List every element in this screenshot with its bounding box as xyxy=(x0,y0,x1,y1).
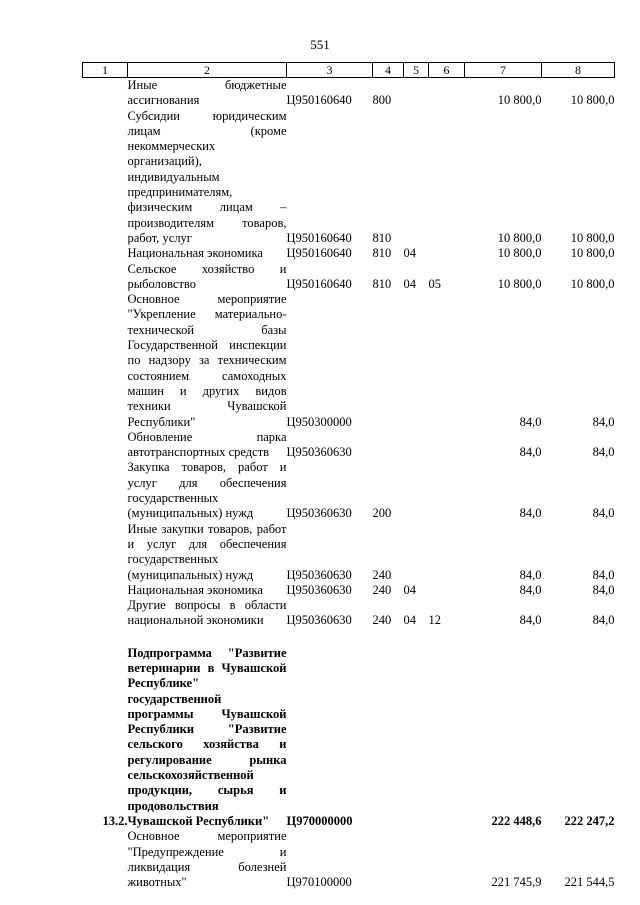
row-col-7: 84,0 xyxy=(519,582,542,597)
row-name: Национальная экономика xyxy=(127,246,263,261)
row-col-4 xyxy=(373,292,404,430)
row-index xyxy=(83,246,128,261)
row-col-5 xyxy=(404,646,429,830)
column-header-3: 3 xyxy=(287,63,373,78)
row-index: 13.2. xyxy=(102,813,128,828)
row-col-8: 84,0 xyxy=(592,613,615,628)
row-col-6 xyxy=(429,646,465,830)
row-col-8: 221 544,5 xyxy=(564,875,615,890)
row-index xyxy=(83,292,128,430)
row-col-5 xyxy=(404,109,429,247)
row-name: Обновление парка автотранспортных средств xyxy=(127,429,287,460)
row-col-7: 84,0 xyxy=(519,445,542,460)
row-col-8: 84,0 xyxy=(592,567,615,582)
row-name: Другие вопросы в области национальной экономики xyxy=(127,598,287,628)
table-header-row xyxy=(83,63,615,78)
row-index xyxy=(83,583,128,598)
row-code: Ц950360630 xyxy=(286,506,352,521)
row-col-5: 04 xyxy=(403,582,416,597)
row-code: Ц950360630 xyxy=(286,567,352,582)
row-col-6 xyxy=(429,78,465,109)
row-col-7: 10 800,0 xyxy=(497,276,542,291)
budget-table xyxy=(82,62,615,890)
row-col-6 xyxy=(429,583,465,598)
row-col-8: 222 247,2 xyxy=(564,813,615,828)
row-col-8: 10 800,0 xyxy=(570,230,615,245)
row-col-8: 10 800,0 xyxy=(570,276,615,291)
row-col-6 xyxy=(429,292,465,430)
row-col-4: 240 xyxy=(372,567,392,582)
row-col-7: 84,0 xyxy=(519,567,542,582)
row-col-7: 84,0 xyxy=(519,613,542,628)
row-col-7: 10 800,0 xyxy=(497,230,542,245)
row-col-8: 84,0 xyxy=(592,414,615,429)
row-col-6 xyxy=(429,109,465,247)
row-index xyxy=(83,522,128,583)
row-code: Ц950160640 xyxy=(286,276,352,291)
row-name: Иные бюджетные ассигнования xyxy=(127,78,287,108)
row-col-8: 10 800,0 xyxy=(570,93,615,108)
row-col-4: 200 xyxy=(372,506,392,521)
row-col-5 xyxy=(404,78,429,109)
row-col-4 xyxy=(373,829,404,890)
table-row xyxy=(83,522,615,583)
row-index xyxy=(83,262,128,293)
row-col-4: 240 xyxy=(372,613,392,628)
row-col-4 xyxy=(373,430,404,461)
row-name: Сельское хозяйство и рыболовство xyxy=(127,261,287,291)
table-row xyxy=(83,646,615,830)
page-number: 551 xyxy=(310,37,330,52)
row-col-5: 04 xyxy=(403,613,416,628)
row-code: Ц970100000 xyxy=(286,875,352,890)
row-code: Ц950160640 xyxy=(286,230,352,245)
row-col-5 xyxy=(404,292,429,430)
row-name: Основное мероприятие "Укрепление материально-технической базы Государственной инспекции по надзору за техническим состоянием самоходных машин и других видов техники Чувашской Республики" xyxy=(127,292,287,429)
row-col-6 xyxy=(429,460,465,521)
row-col-7: 84,0 xyxy=(519,506,542,521)
row-col-6 xyxy=(429,522,465,583)
column-header-5: 5 xyxy=(404,63,429,78)
table-row xyxy=(83,292,615,430)
column-header-1: 1 xyxy=(83,63,128,78)
column-header-2: 2 xyxy=(128,63,287,78)
row-index xyxy=(83,109,128,247)
row-name: Подпрограмма "Развитие ветеринарии в Чувашской Республике" государственной программы Чувашской Республики "Развитие сельского хозяйства и регулирование рынка сельскохозяйственной продукции, сырья и продовольствия Чувашской Республики" xyxy=(127,645,287,828)
row-col-4: 240 xyxy=(372,582,392,597)
table-row xyxy=(83,583,615,598)
table-row xyxy=(83,109,615,247)
row-col-5 xyxy=(404,460,429,521)
row-col-7: 84,0 xyxy=(519,414,542,429)
row-col-8: 10 800,0 xyxy=(570,246,615,261)
row-col-5: 04 xyxy=(403,276,416,291)
row-code: Ц950160640 xyxy=(286,246,352,261)
column-header-4: 4 xyxy=(373,63,404,78)
table-row xyxy=(83,246,615,261)
row-col-7: 10 800,0 xyxy=(497,246,542,261)
row-col-5 xyxy=(404,829,429,890)
row-col-8: 84,0 xyxy=(592,506,615,521)
row-col-4: 810 xyxy=(372,276,392,291)
table-row xyxy=(83,262,615,293)
row-col-7: 221 745,9 xyxy=(491,875,542,890)
table-row xyxy=(83,598,615,629)
row-col-7: 222 448,6 xyxy=(491,813,542,828)
row-col-4: 800 xyxy=(372,93,392,108)
row-code: Ц950360630 xyxy=(286,613,352,628)
row-index xyxy=(83,78,128,109)
row-code: Ц950360630 xyxy=(286,445,352,460)
row-col-5 xyxy=(404,522,429,583)
table-row xyxy=(83,460,615,521)
column-header-6: 6 xyxy=(429,63,465,78)
row-name: Иные закупки товаров, работ и услуг для обеспечения государственных (муниципальных) нужд xyxy=(127,521,287,582)
row-index xyxy=(83,460,128,521)
row-col-6 xyxy=(429,829,465,890)
row-col-6: 05 xyxy=(428,276,441,291)
row-name: Субсидии юридическим лицам (кроме некоммерческих организаций), индивидуальным предпринимателям, физическим лицам – производителям товаров, работ, услуг xyxy=(127,108,287,245)
row-col-5: 04 xyxy=(403,246,416,261)
row-col-8: 84,0 xyxy=(592,445,615,460)
table-row xyxy=(83,78,615,109)
row-col-5 xyxy=(404,430,429,461)
table-row xyxy=(83,430,615,461)
row-col-6 xyxy=(429,246,465,261)
column-header-7: 7 xyxy=(465,63,542,78)
row-index xyxy=(83,430,128,461)
row-col-8: 84,0 xyxy=(592,582,615,597)
row-index xyxy=(83,829,128,890)
row-index xyxy=(83,598,128,629)
row-col-4: 810 xyxy=(372,230,392,245)
column-header-8: 8 xyxy=(542,63,615,78)
row-col-7: 10 800,0 xyxy=(497,93,542,108)
row-spacer xyxy=(83,629,615,646)
row-name: Закупка товаров, работ и услуг для обеспечения государственных (муниципальных) нужд xyxy=(127,460,287,521)
row-code: Ц950300000 xyxy=(286,414,352,429)
row-code: Ц970000000 xyxy=(286,813,353,828)
row-col-6 xyxy=(429,430,465,461)
row-name: Основное мероприятие "Предупреждение и ликвидация болезней животных" xyxy=(127,829,287,890)
row-col-4 xyxy=(373,646,404,830)
row-col-6: 12 xyxy=(428,613,441,628)
row-code: Ц950360630 xyxy=(286,582,352,597)
row-code: Ц950160640 xyxy=(286,93,352,108)
row-name: Национальная экономика xyxy=(127,582,263,597)
row-col-4: 810 xyxy=(372,246,392,261)
table-row xyxy=(83,829,615,890)
